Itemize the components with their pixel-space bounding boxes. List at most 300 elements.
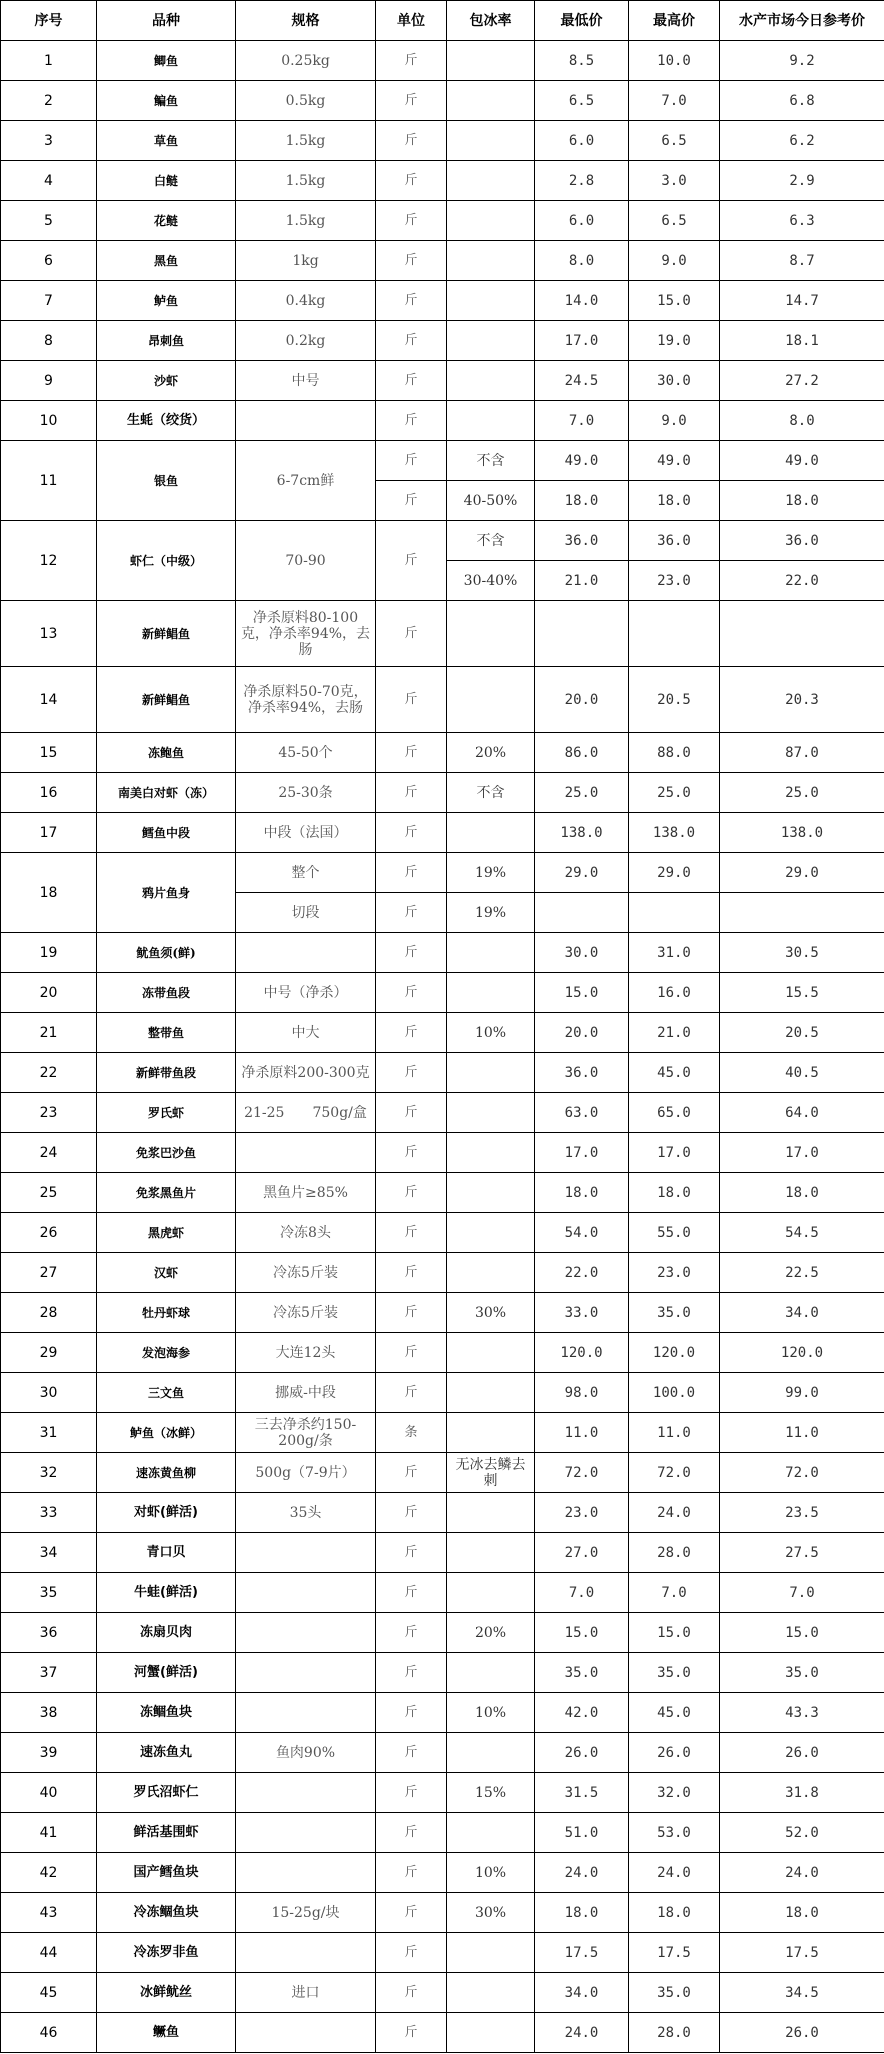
cell-high: 88.0	[629, 733, 720, 773]
cell-unit: 斤	[376, 1853, 447, 1893]
cell-name: 河蟹(鲜活)	[97, 1653, 236, 1693]
table-row	[1, 201, 884, 241]
cell-unit: 条	[376, 1413, 447, 1453]
cell-low: 2.8	[535, 161, 629, 201]
table-row	[1, 813, 884, 853]
cell-name: 青口贝	[97, 1533, 236, 1573]
cell-name: 鳊鱼	[97, 81, 236, 121]
cell-unit: 斤	[376, 2013, 447, 2053]
cell-high: 28.0	[629, 1533, 720, 1573]
cell-low: 17.5	[535, 1933, 629, 1973]
cell-spec	[236, 2013, 376, 2053]
cell-spec	[236, 1693, 376, 1733]
cell-unit: 斤	[376, 361, 447, 401]
cell-ice	[447, 601, 535, 667]
cell-ref: 29.0	[720, 853, 884, 893]
cell-ice	[447, 1253, 535, 1293]
cell-ref: 6.3	[720, 201, 884, 241]
cell-ref: 54.5	[720, 1213, 884, 1253]
cell-ice	[447, 1173, 535, 1213]
cell-ice: 30-40%	[447, 561, 535, 601]
table-row	[1, 1213, 884, 1253]
table-row	[1, 521, 884, 561]
cell-name: 免浆黑鱼片	[97, 1173, 236, 1213]
cell-seq: 17	[1, 813, 97, 853]
cell-seq: 11	[1, 441, 97, 521]
table-row	[1, 281, 884, 321]
cell-unit: 斤	[376, 1013, 447, 1053]
cell-ref	[720, 893, 884, 933]
cell-name: 对虾(鲜活)	[97, 1493, 236, 1533]
cell-seq: 29	[1, 1333, 97, 1373]
cell-spec: 冷冻5斤装	[236, 1253, 376, 1293]
table-row	[1, 1333, 884, 1373]
cell-name: 国产鳕鱼块	[97, 1853, 236, 1893]
table-row	[1, 161, 884, 201]
cell-spec: 1.5kg	[236, 161, 376, 201]
cell-ref: 64.0	[720, 1093, 884, 1133]
cell-ref: 6.8	[720, 81, 884, 121]
cell-unit: 斤	[376, 1093, 447, 1133]
cell-ice	[447, 81, 535, 121]
cell-spec: 黑鱼片≥85%	[236, 1173, 376, 1213]
cell-unit: 斤	[376, 201, 447, 241]
cell-unit: 斤	[376, 1213, 447, 1253]
table-row	[1, 81, 884, 121]
cell-low: 49.0	[535, 441, 629, 481]
cell-seq: 13	[1, 601, 97, 667]
cell-seq: 3	[1, 121, 97, 161]
cell-ice: 不含	[447, 441, 535, 481]
cell-name: 虾仁（中级）	[97, 521, 236, 601]
cell-seq: 14	[1, 667, 97, 733]
cell-name: 汉虾	[97, 1253, 236, 1293]
cell-low: 30.0	[535, 933, 629, 973]
cell-high: 18.0	[629, 481, 720, 521]
cell-ref: 8.7	[720, 241, 884, 281]
cell-ice	[447, 1213, 535, 1253]
table-row	[1, 773, 884, 813]
cell-ref: 120.0	[720, 1333, 884, 1373]
cell-unit: 斤	[376, 1133, 447, 1173]
cell-high: 11.0	[629, 1413, 720, 1453]
cell-ref: 52.0	[720, 1813, 884, 1853]
cell-spec: 整个	[236, 853, 376, 893]
table-row	[1, 1693, 884, 1733]
table-row	[1, 41, 884, 81]
cell-low: 21.0	[535, 561, 629, 601]
cell-unit: 斤	[376, 1573, 447, 1613]
cell-ice: 40-50%	[447, 481, 535, 521]
cell-name: 新鲜鲳鱼	[97, 667, 236, 733]
cell-high: 3.0	[629, 161, 720, 201]
header-high: 最高价	[629, 1, 720, 41]
cell-ice	[447, 41, 535, 81]
cell-name: 整带鱼	[97, 1013, 236, 1053]
cell-name: 鲫鱼	[97, 41, 236, 81]
table-row	[1, 1533, 884, 1573]
cell-name: 鲈鱼（冰鲜）	[97, 1413, 236, 1453]
cell-low: 15.0	[535, 973, 629, 1013]
cell-spec	[236, 1533, 376, 1573]
cell-name: 冻带鱼段	[97, 973, 236, 1013]
cell-low: 11.0	[535, 1413, 629, 1453]
cell-unit: 斤	[376, 1653, 447, 1693]
table-row	[1, 401, 884, 441]
cell-low: 24.0	[535, 1853, 629, 1893]
cell-seq: 43	[1, 1893, 97, 1933]
cell-seq: 32	[1, 1453, 97, 1493]
cell-low: 36.0	[535, 521, 629, 561]
cell-seq: 10	[1, 401, 97, 441]
cell-high: 15.0	[629, 1613, 720, 1653]
cell-high: 17.0	[629, 1133, 720, 1173]
cell-seq: 18	[1, 853, 97, 933]
cell-spec: 冷冻8头	[236, 1213, 376, 1253]
cell-high: 26.0	[629, 1733, 720, 1773]
cell-name: 罗氏虾	[97, 1093, 236, 1133]
cell-name: 生蚝（绞货）	[97, 401, 236, 441]
cell-spec: 0.5kg	[236, 81, 376, 121]
cell-seq: 5	[1, 201, 97, 241]
cell-name: 南美白对虾（冻）	[97, 773, 236, 813]
cell-spec: 切段	[236, 893, 376, 933]
cell-ref: 15.5	[720, 973, 884, 1013]
table-row	[1, 601, 884, 667]
cell-name: 黑虎虾	[97, 1213, 236, 1253]
cell-spec: 21-25 750g/盒	[236, 1093, 376, 1133]
cell-spec	[236, 1813, 376, 1853]
cell-ice	[447, 1733, 535, 1773]
cell-unit: 斤	[376, 481, 447, 521]
table-row	[1, 1613, 884, 1653]
cell-ref: 31.8	[720, 1773, 884, 1813]
cell-high: 24.0	[629, 1493, 720, 1533]
cell-ice: 30%	[447, 1893, 535, 1933]
cell-spec	[236, 1573, 376, 1613]
cell-ref: 25.0	[720, 773, 884, 813]
cell-spec: 1.5kg	[236, 121, 376, 161]
cell-spec: 0.25kg	[236, 41, 376, 81]
cell-ice	[447, 973, 535, 1013]
table-row	[1, 1453, 884, 1493]
cell-ref: 15.0	[720, 1613, 884, 1653]
cell-low: 8.5	[535, 41, 629, 81]
cell-high	[629, 893, 720, 933]
cell-ice: 不含	[447, 521, 535, 561]
cell-low: 120.0	[535, 1333, 629, 1373]
cell-spec: 中号	[236, 361, 376, 401]
cell-high: 29.0	[629, 853, 720, 893]
cell-ice: 不含	[447, 773, 535, 813]
cell-spec: 鱼肉90%	[236, 1733, 376, 1773]
cell-low: 6.5	[535, 81, 629, 121]
cell-ref: 26.0	[720, 1733, 884, 1773]
cell-low: 29.0	[535, 853, 629, 893]
cell-seq: 4	[1, 161, 97, 201]
cell-unit: 斤	[376, 1293, 447, 1333]
cell-high: 17.5	[629, 1933, 720, 1973]
cell-low: 24.0	[535, 2013, 629, 2053]
cell-ice	[447, 1813, 535, 1853]
cell-unit: 斤	[376, 1693, 447, 1733]
cell-seq: 25	[1, 1173, 97, 1213]
table-row	[1, 1933, 884, 1973]
cell-ice: 15%	[447, 1773, 535, 1813]
cell-name: 白鲢	[97, 161, 236, 201]
cell-spec: 进口	[236, 1973, 376, 2013]
cell-low: 18.0	[535, 1893, 629, 1933]
cell-low: 20.0	[535, 667, 629, 733]
cell-high: 21.0	[629, 1013, 720, 1053]
cell-seq: 22	[1, 1053, 97, 1093]
cell-spec: 500g（7-9片）	[236, 1453, 376, 1493]
cell-ref: 18.0	[720, 1893, 884, 1933]
cell-seq: 31	[1, 1413, 97, 1453]
cell-high: 45.0	[629, 1053, 720, 1093]
cell-high: 20.5	[629, 667, 720, 733]
cell-ice: 10%	[447, 1853, 535, 1893]
cell-spec: 70-90	[236, 521, 376, 601]
cell-ice	[447, 1533, 535, 1573]
cell-name: 鳜鱼	[97, 2013, 236, 2053]
cell-ice	[447, 161, 535, 201]
cell-ref: 138.0	[720, 813, 884, 853]
header-seq: 序号	[1, 1, 97, 41]
cell-name: 速冻黄鱼柳	[97, 1453, 236, 1493]
cell-ref: 17.5	[720, 1933, 884, 1973]
cell-ice	[447, 1933, 535, 1973]
cell-ice	[447, 281, 535, 321]
cell-ref: 8.0	[720, 401, 884, 441]
cell-low: 15.0	[535, 1613, 629, 1653]
cell-ref: 22.5	[720, 1253, 884, 1293]
table-row	[1, 1293, 884, 1333]
cell-ice	[447, 321, 535, 361]
cell-name: 新鲜鲳鱼	[97, 601, 236, 667]
cell-ref: 72.0	[720, 1453, 884, 1493]
cell-seq: 40	[1, 1773, 97, 1813]
cell-unit: 斤	[376, 973, 447, 1013]
cell-ref: 20.3	[720, 667, 884, 733]
cell-unit: 斤	[376, 521, 447, 601]
cell-ice	[447, 1413, 535, 1453]
cell-unit: 斤	[376, 1253, 447, 1293]
cell-seq: 20	[1, 973, 97, 1013]
cell-ice: 20%	[447, 733, 535, 773]
cell-spec: 冷冻5斤装	[236, 1293, 376, 1333]
cell-low: 20.0	[535, 1013, 629, 1053]
cell-low: 42.0	[535, 1693, 629, 1733]
cell-ref: 24.0	[720, 1853, 884, 1893]
cell-low: 35.0	[535, 1653, 629, 1693]
cell-spec	[236, 1773, 376, 1813]
cell-spec: 1kg	[236, 241, 376, 281]
cell-ice	[447, 401, 535, 441]
cell-ref: 2.9	[720, 161, 884, 201]
cell-ice: 无冰去鳞去刺	[447, 1453, 535, 1493]
header-row	[1, 1, 884, 41]
cell-name: 鸦片鱼身	[97, 853, 236, 933]
cell-unit: 斤	[376, 893, 447, 933]
cell-spec: 45-50个	[236, 733, 376, 773]
cell-high: 19.0	[629, 321, 720, 361]
header-ref: 水产市场今日参考价	[720, 1, 884, 41]
cell-high: 53.0	[629, 1813, 720, 1853]
cell-high: 7.0	[629, 81, 720, 121]
cell-unit: 斤	[376, 1813, 447, 1853]
cell-low: 72.0	[535, 1453, 629, 1493]
cell-ref: 34.5	[720, 1973, 884, 2013]
header-low: 最低价	[535, 1, 629, 41]
cell-ref: 17.0	[720, 1133, 884, 1173]
table-row	[1, 1973, 884, 2013]
cell-ice	[447, 1973, 535, 2013]
header-spec: 规格	[236, 1, 376, 41]
cell-ref: 18.1	[720, 321, 884, 361]
cell-name: 鲜活基围虾	[97, 1813, 236, 1853]
cell-ice	[447, 1133, 535, 1173]
cell-seq: 38	[1, 1693, 97, 1733]
cell-low	[535, 601, 629, 667]
cell-low: 18.0	[535, 1173, 629, 1213]
header-unit: 单位	[376, 1, 447, 41]
cell-unit: 斤	[376, 601, 447, 667]
table-row	[1, 1133, 884, 1173]
cell-spec: 净杀原料50-70克，净杀率94%，去肠	[236, 667, 376, 733]
cell-spec: 中段（法国）	[236, 813, 376, 853]
cell-spec: 0.2kg	[236, 321, 376, 361]
cell-name: 昂刺鱼	[97, 321, 236, 361]
cell-unit: 斤	[376, 281, 447, 321]
cell-high: 100.0	[629, 1373, 720, 1413]
cell-ref: 49.0	[720, 441, 884, 481]
cell-seq: 19	[1, 933, 97, 973]
cell-spec	[236, 1133, 376, 1173]
cell-low: 54.0	[535, 1213, 629, 1253]
cell-seq: 36	[1, 1613, 97, 1653]
cell-ref: 35.0	[720, 1653, 884, 1693]
cell-ref: 99.0	[720, 1373, 884, 1413]
cell-unit: 斤	[376, 161, 447, 201]
cell-ref: 11.0	[720, 1413, 884, 1453]
cell-high: 72.0	[629, 1453, 720, 1493]
cell-ref: 26.0	[720, 2013, 884, 2053]
cell-unit: 斤	[376, 1173, 447, 1213]
cell-seq: 27	[1, 1253, 97, 1293]
cell-unit: 斤	[376, 121, 447, 161]
cell-low: 86.0	[535, 733, 629, 773]
cell-high: 15.0	[629, 281, 720, 321]
cell-unit: 斤	[376, 1613, 447, 1653]
table-row	[1, 933, 884, 973]
cell-high: 18.0	[629, 1173, 720, 1213]
cell-unit: 斤	[376, 1773, 447, 1813]
cell-ice	[447, 667, 535, 733]
cell-low: 24.5	[535, 361, 629, 401]
cell-seq: 12	[1, 521, 97, 601]
table-row	[1, 1413, 884, 1453]
cell-ref: 18.0	[720, 481, 884, 521]
cell-ref: 7.0	[720, 1573, 884, 1613]
cell-unit: 斤	[376, 81, 447, 121]
cell-spec	[236, 1613, 376, 1653]
cell-high: 30.0	[629, 361, 720, 401]
table-row	[1, 1053, 884, 1093]
cell-name: 发泡海参	[97, 1333, 236, 1373]
cell-ref: 20.5	[720, 1013, 884, 1053]
cell-low: 33.0	[535, 1293, 629, 1333]
cell-seq: 42	[1, 1853, 97, 1893]
cell-high: 65.0	[629, 1093, 720, 1133]
cell-name: 沙虾	[97, 361, 236, 401]
cell-high: 35.0	[629, 1293, 720, 1333]
cell-high	[629, 601, 720, 667]
cell-ice	[447, 1053, 535, 1093]
cell-low	[535, 893, 629, 933]
cell-spec	[236, 1933, 376, 1973]
cell-name: 三文鱼	[97, 1373, 236, 1413]
cell-unit: 斤	[376, 1973, 447, 2013]
cell-ref: 30.5	[720, 933, 884, 973]
table-row	[1, 1893, 884, 1933]
cell-high: 18.0	[629, 1893, 720, 1933]
cell-ref: 27.2	[720, 361, 884, 401]
cell-name: 冻鲴鱼块	[97, 1693, 236, 1733]
cell-high: 23.0	[629, 1253, 720, 1293]
cell-unit: 斤	[376, 1373, 447, 1413]
cell-ice	[447, 1653, 535, 1693]
cell-name: 罗氏沼虾仁	[97, 1773, 236, 1813]
table-row	[1, 1653, 884, 1693]
cell-low: 34.0	[535, 1973, 629, 2013]
cell-spec	[236, 1853, 376, 1893]
cell-high: 31.0	[629, 933, 720, 973]
cell-seq: 8	[1, 321, 97, 361]
cell-ice	[447, 1373, 535, 1413]
cell-unit: 斤	[376, 1733, 447, 1773]
cell-name: 牡丹虾球	[97, 1293, 236, 1333]
cell-name: 冻扇贝肉	[97, 1613, 236, 1653]
table-row	[1, 1013, 884, 1053]
cell-name: 鱿鱼须(鲜)	[97, 933, 236, 973]
header-ice: 包冰率	[447, 1, 535, 41]
cell-low: 22.0	[535, 1253, 629, 1293]
cell-name: 冷冻鲴鱼块	[97, 1893, 236, 1933]
cell-ref: 34.0	[720, 1293, 884, 1333]
cell-spec: 6-7cm鲜	[236, 441, 376, 521]
cell-ice	[447, 1493, 535, 1533]
cell-ref: 22.0	[720, 561, 884, 601]
cell-low: 26.0	[535, 1733, 629, 1773]
cell-unit: 斤	[376, 321, 447, 361]
cell-high: 138.0	[629, 813, 720, 853]
cell-ice: 19%	[447, 893, 535, 933]
cell-spec	[236, 933, 376, 973]
table-row	[1, 1733, 884, 1773]
cell-low: 6.0	[535, 121, 629, 161]
cell-seq: 45	[1, 1973, 97, 2013]
cell-high: 120.0	[629, 1333, 720, 1373]
cell-high: 7.0	[629, 1573, 720, 1613]
cell-high: 28.0	[629, 2013, 720, 2053]
cell-unit: 斤	[376, 401, 447, 441]
cell-unit: 斤	[376, 1933, 447, 1973]
cell-low: 17.0	[535, 321, 629, 361]
cell-low: 8.0	[535, 241, 629, 281]
cell-ice	[447, 121, 535, 161]
cell-spec: 净杀原料200-300克	[236, 1053, 376, 1093]
